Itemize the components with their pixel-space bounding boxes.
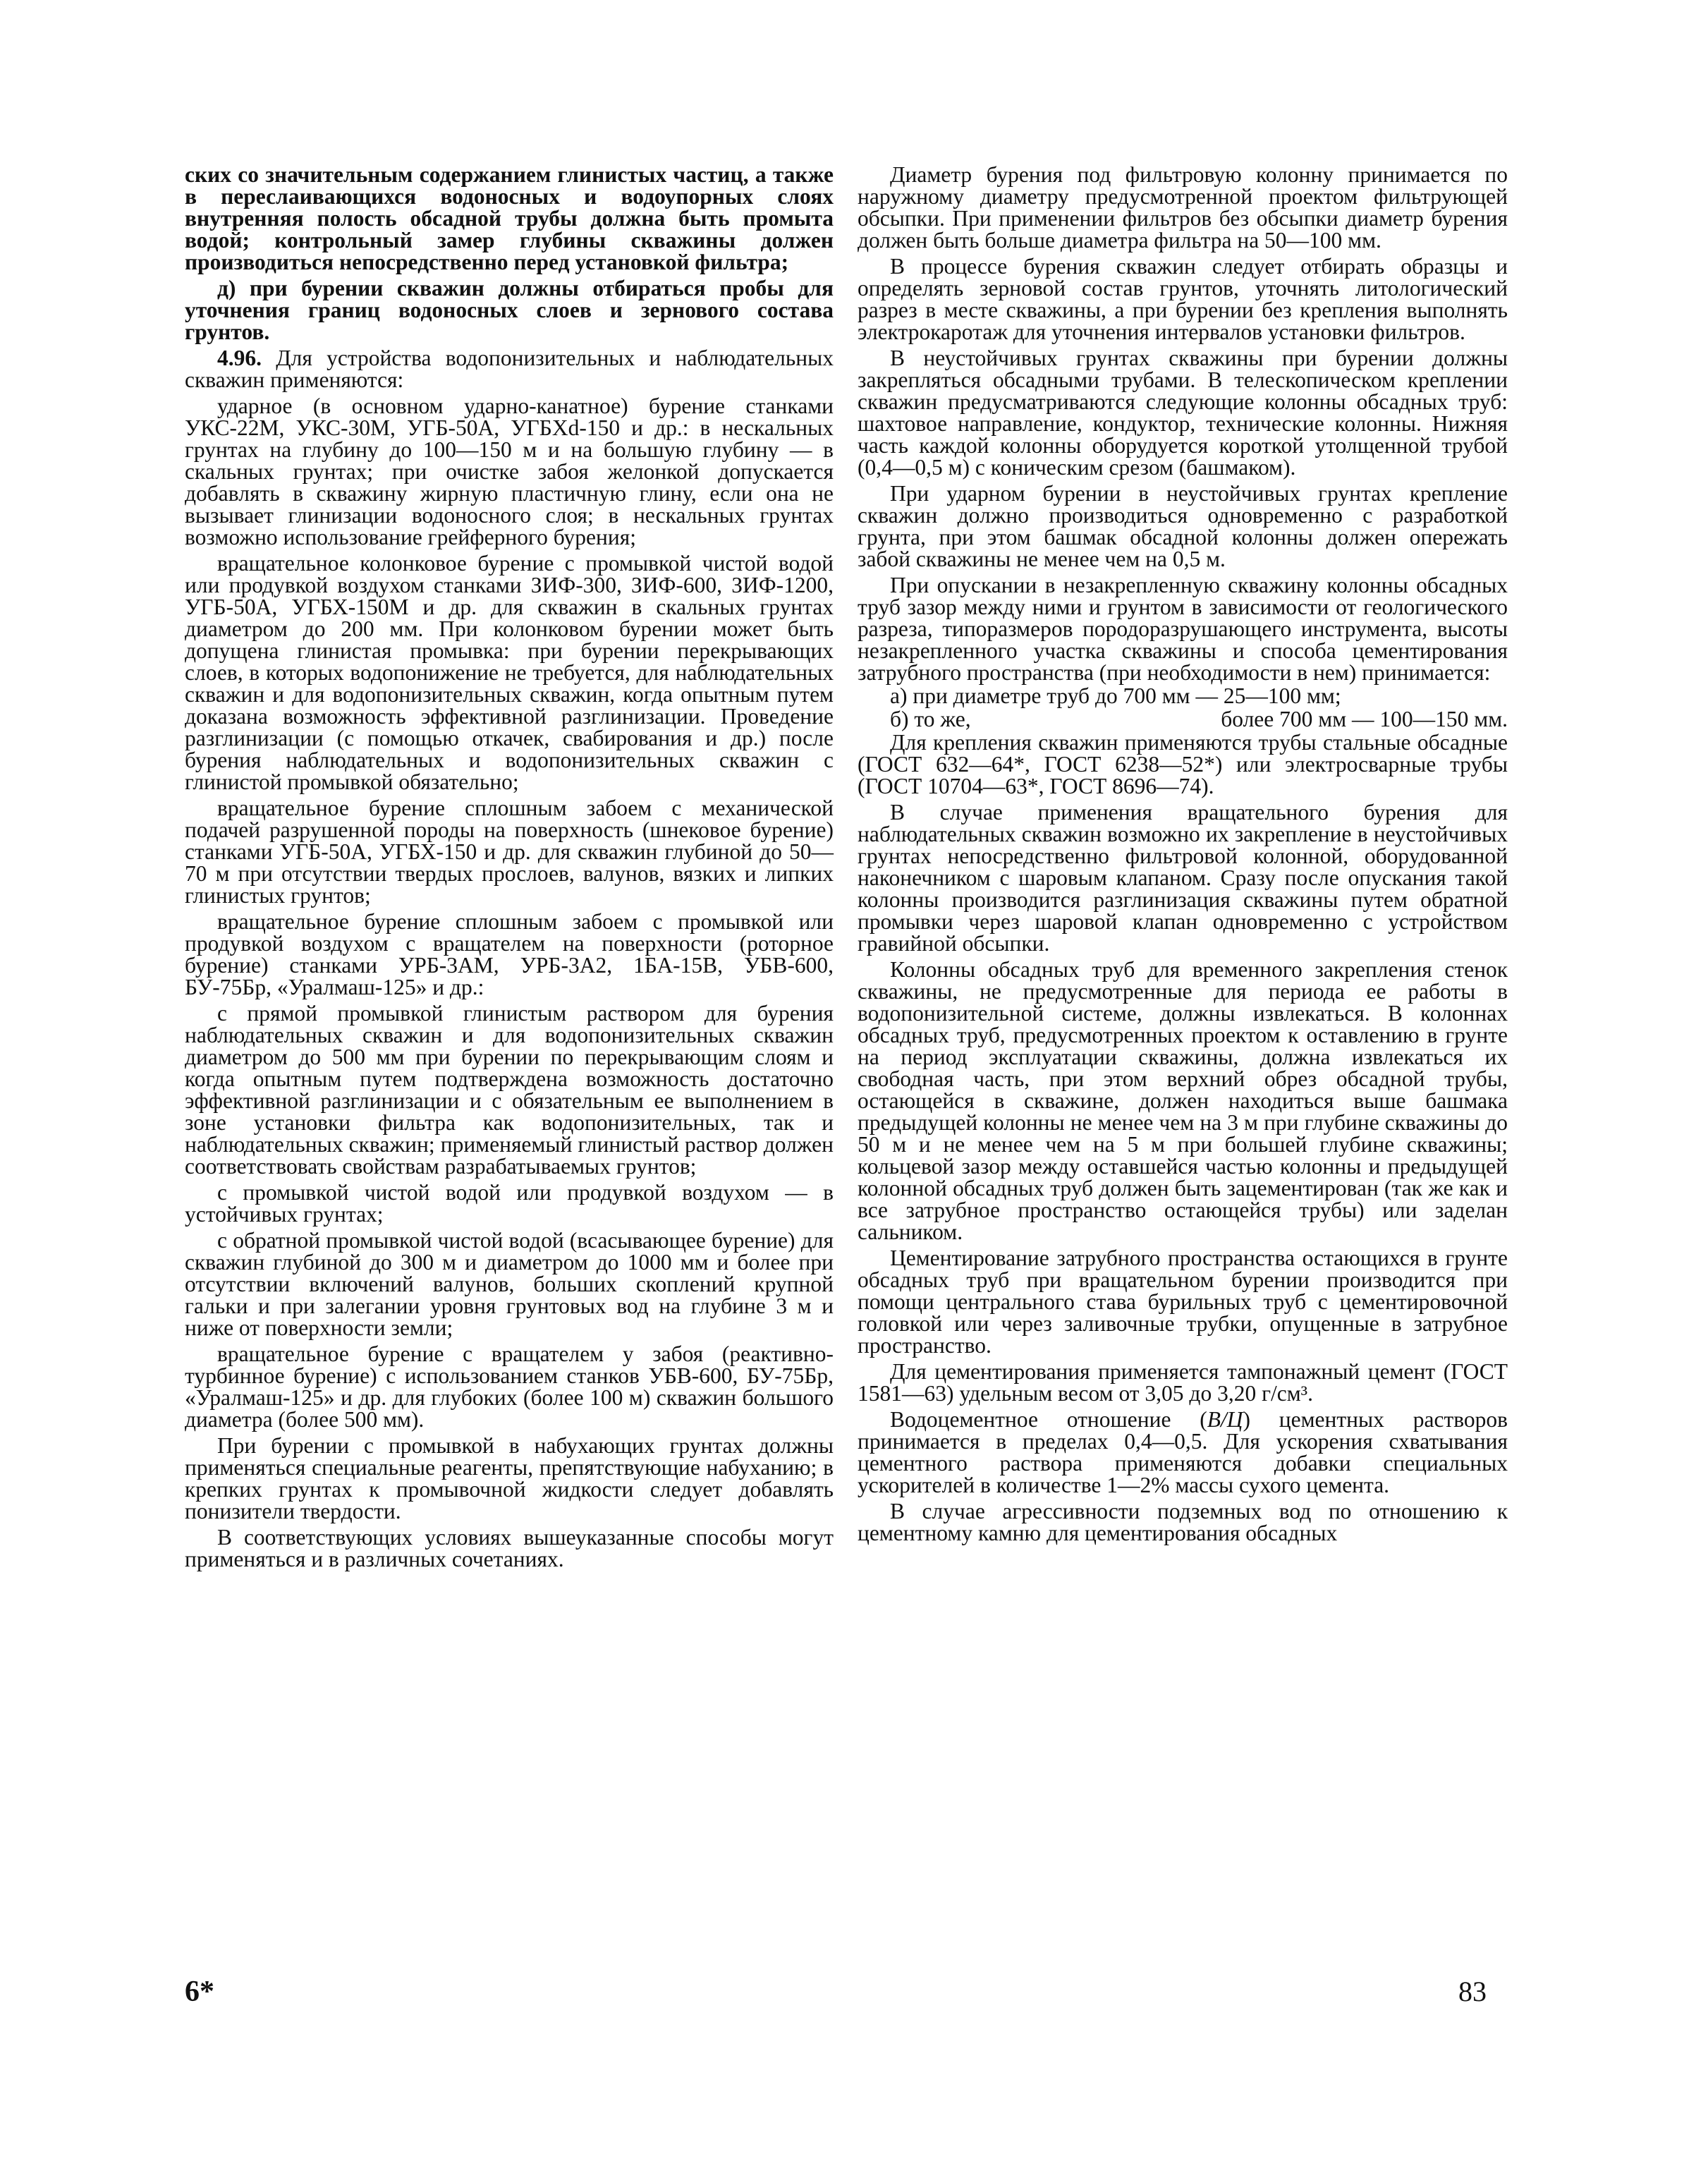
paragraph-cementing: Цементирование затрубного пространства остающихся в грунте обсадных труб при вращательном бурении производится при помощи центрального става бурильных труб с цементировочной головкой или через заливочные трубки, опущенные в затрубное пространство. [858,1246,1508,1358]
wc-ratio-symbol: В/Ц [1207,1407,1243,1432]
paragraph-reverse-flushing: с обратной промывкой чистой водой (всасывающее бурение) для скважин глубиной до 300 м и диаметром до 1000 мм и более при отсутствии включений валунов, больших скоплений крупной гальки и при залегании уровня грунтовых вод на глубине 3 м и ниже от поверхности земли; [185,1228,834,1340]
list-item-a: а) при диаметре труб до 700 мм — 25—100 мм; [890,683,1341,708]
paragraph-cement-type: Для цементирования применяется тампонажный цемент (ГОСТ 1581—63) удельным весом от 3,05 до 3,20 г/см³. [858,1359,1508,1406]
paragraph-aggressive-water: В случае агрессивности подземных вод по отношению к цементному камню для цементирования обсадных [858,1499,1508,1545]
paragraph-temporary-casing: Колонны обсадных труб для временного закрепления стенок скважины, не предусмотренные для периода ее работы в водопонизительной системе, должны извлекаться. В колоннах обсадных труб, предусмотренных проектом к оставлению в грунте на период эксплуатации скважины, должна извлекаться их свободная часть, при этом верхний обрез обсадной трубы, остающейся в скважине, должен находиться выше башмака предыдущей колонны не менее чем на 3 м при глубине скважины до 50 м и не менее чем на 5 м при большей глубине скважины; кольцевой зазор между оставшейся частью колонны и предыдущей колонной обсадных труб должен быть зацементирован (так же как и все затрубное пространство остающейся трубы) или заделан сальником. [858,957,1508,1244]
paragraph-section-4-96 [185,347,834,391]
paragraph-annular-gap: При опускании в незакрепленную скважину колонны обсадных труб зазор между ними и грунтом в зависимости от геологического разреза, типоразмеров породоразрушающего инструмента, высоты незакрепленного участка скважины и способа цементирования затрубного пространства (при необходимости в нем) принимается: [858,573,1508,685]
signature-mark: 6* [185,1976,214,2008]
paragraph-rotary-drilling: вращательное бурение сплошным забоем с промывкой или продувкой воздухом с вращателем на поверхности (роторное бурение) станками УРБ-3АМ, УРБ-3А2, 1БА-15В, УБВ-600, БУ-75Бр, «Уралмаш-125» и др.: [185,909,834,999]
paragraph-auger-drilling: вращательное бурение сплошным забоем с механической подачей разрушенной породы на поверхность (шнековое бурение) станками УГБ-50А, УГБХ-150 и др. для скважин глубиной до 50—70 м при отсутствии твердых прослоев, валунов, вязких и липких глинистых грунтов; [185,796,834,908]
paragraph-percussion-drilling: ударное (в основном ударно-канатное) бурение станками УКС-22М, УКС-30М, УГБ-50А, УГБXd-150 и др.: в нескальных грунтах на глубину до 100—150 м и на большую глубину — в скальных грунтах; при очистке забоя желонкой допускается добавлять в скважину жирную пластичную глину, если она не вызывает глинизации водоносного слоя; в нескальных грунтах возможно использование грейферного бурения; [185,394,834,549]
paragraph-clean-water: с промывкой чистой водой или продувкой воздухом — в устойчивых грунтах; [185,1180,834,1227]
wc-ratio-post: ) цементных растворов принимается в пределах 0,4—0,5. Для ускорения схватывания цементного раствора применяются добавки специальных ускорителей в количестве 1—2% массы сухого цемента. [858,1407,1508,1497]
paragraph-water-cement-ratio [858,1408,1508,1496]
page-number: 83 [1458,1976,1487,2007]
wc-ratio-pre: Водоцементное отношение ( [890,1407,1207,1432]
section-number: 4.96. [217,346,262,370]
left-column [185,164,834,1574]
right-column [858,164,1508,1548]
section-text: Для устройства водопонизительных и наблюдательных скважин применяются: [185,346,834,392]
paragraph-sampling: В процессе бурения скважин следует отбирать образцы и определять зерновой состав грунтов, уточнять литологический разрез в месте скважины, а при бурении без крепления выполнять электрокаротаж для уточнения интервалов установки фильтров. [858,254,1508,344]
paragraph-unstable-soils: В неустойчивых грунтах скважины при бурении должны закрепляться обсадными трубами. В телескопическом креплении скважин предусматриваются следующие колонны обсадных труб: шахтовое направление, кондуктор, технические колонны. Нижняя часть каждой колонны оборудуется короткой утолщенной трубой (0,4—0,5 м) с коническим срезом (башмаком). [858,346,1508,480]
paragraph-percussion-casing: При ударном бурении в неустойчивых грунтах крепление скважин должно производиться одновременно с разработкой грунта, при этом башмак обсадной колонны должен опережать забой скважины не менее чем на 0,5 м. [858,481,1508,571]
paragraph-combinations: В соответствующих условиях вышеуказанные способы могут применяться и в различных сочетаниях. [185,1525,834,1571]
list-item-b [858,708,1508,730]
paragraph-observation-wells: В случае применения вращательного бурения для наблюдательных скважин возможно их закрепление в неустойчивых грунтах непосредственно фильтровой колонной, оборудованной наконечником с шаровым клапаном. Сразу после опускания такой колонны производится разглинизация скважины путем обратной промывки через шаровой клапан одновременно с устройством гравийной обсыпки. [858,800,1508,956]
paragraph-core-drilling: вращательное колонковое бурение с промывкой чистой водой или продувкой воздухом станками ЗИФ-300, ЗИФ-600, ЗИФ-1200, УГБ-50А, УГБХ-150М и др. для скважин в скальных грунтах диаметром до 200 мм. При колонковом бурении может быть допущена глинистая промывка: при бурении перекрывающих слоев, в которых водопонижение не требуется, для наблюдательных скважин и для водопонизительных скважин, когда опытным путем доказана возможность эффективной разглинизации. Проведение разглинизации (с помощью откачек, свабирования и др.) после бурения наблюдательных и водопонизительных скважин с глинистой промывкой обязательно; [185,551,834,794]
paragraph-item-d: д) при бурении скважин должны отбираться пробы для уточнения границ водоносных слоев и зернового состава грунтов. [185,276,834,344]
paragraph-turbine-drilling: вращательное бурение с вращателем у забоя (реактивно-турбинное бурение) с использованием станков УБВ-600, БУ-75Бр, «Уралмаш-125» и др. для глубоких (более 100 м) скважин большого диаметра (более 500 мм). [185,1341,834,1432]
paragraph-swelling-soils: При бурении с промывкой в набухающих грунтах должны применяться специальные реагенты, препятствующие набуханию; в крепких грунтах к промывочной жидкости следует добавлять понизители твердости. [185,1433,834,1523]
paragraph-drill-diameter: Диаметр бурения под фильтровую колонну принимается по наружному диаметру предусмотренной проектом фильтрующей обсыпки. При применении фильтров без обсыпки диаметр бурения должен быть больше диаметра фильтра на 50—100 мм. [858,162,1508,253]
paragraph-continuation: ских со значительным содержанием глинистых частиц, а также в переслаивающихся водоносных и водоупорных слоях внутренняя полость обсадной трубы должна быть промыта водой; контрольный замер глубины скважины должен производиться непосредственно перед установкой фильтра; [185,162,834,274]
paragraph-direct-flushing: с прямой промывкой глинистым раствором для бурения наблюдательных скважин и для водопонизительных скважин диаметром до 500 мм при бурении по перекрывающим слоям и когда опытным путем подтверждена возможность достаточно эффективной разглинизации и с обязательным ее выполнением в зоне установки фильтра как водопонизительных, так и наблюдательных скважин; применяемый глинистый раствор должен соответствовать свойствам разрабатываемых грунтов; [185,1001,834,1179]
paragraph-pipes-gost: Для крепления скважин применяются трубы стальные обсадные (ГОСТ 632—64*, ГОСТ 6238—52*) или электросварные трубы (ГОСТ 10704—63*, ГОСТ 8696—74). [858,730,1508,798]
list-item-b-label: б) то же, [890,707,971,731]
list-item-b-value: более 700 мм — 100—150 мм. [1221,707,1508,731]
